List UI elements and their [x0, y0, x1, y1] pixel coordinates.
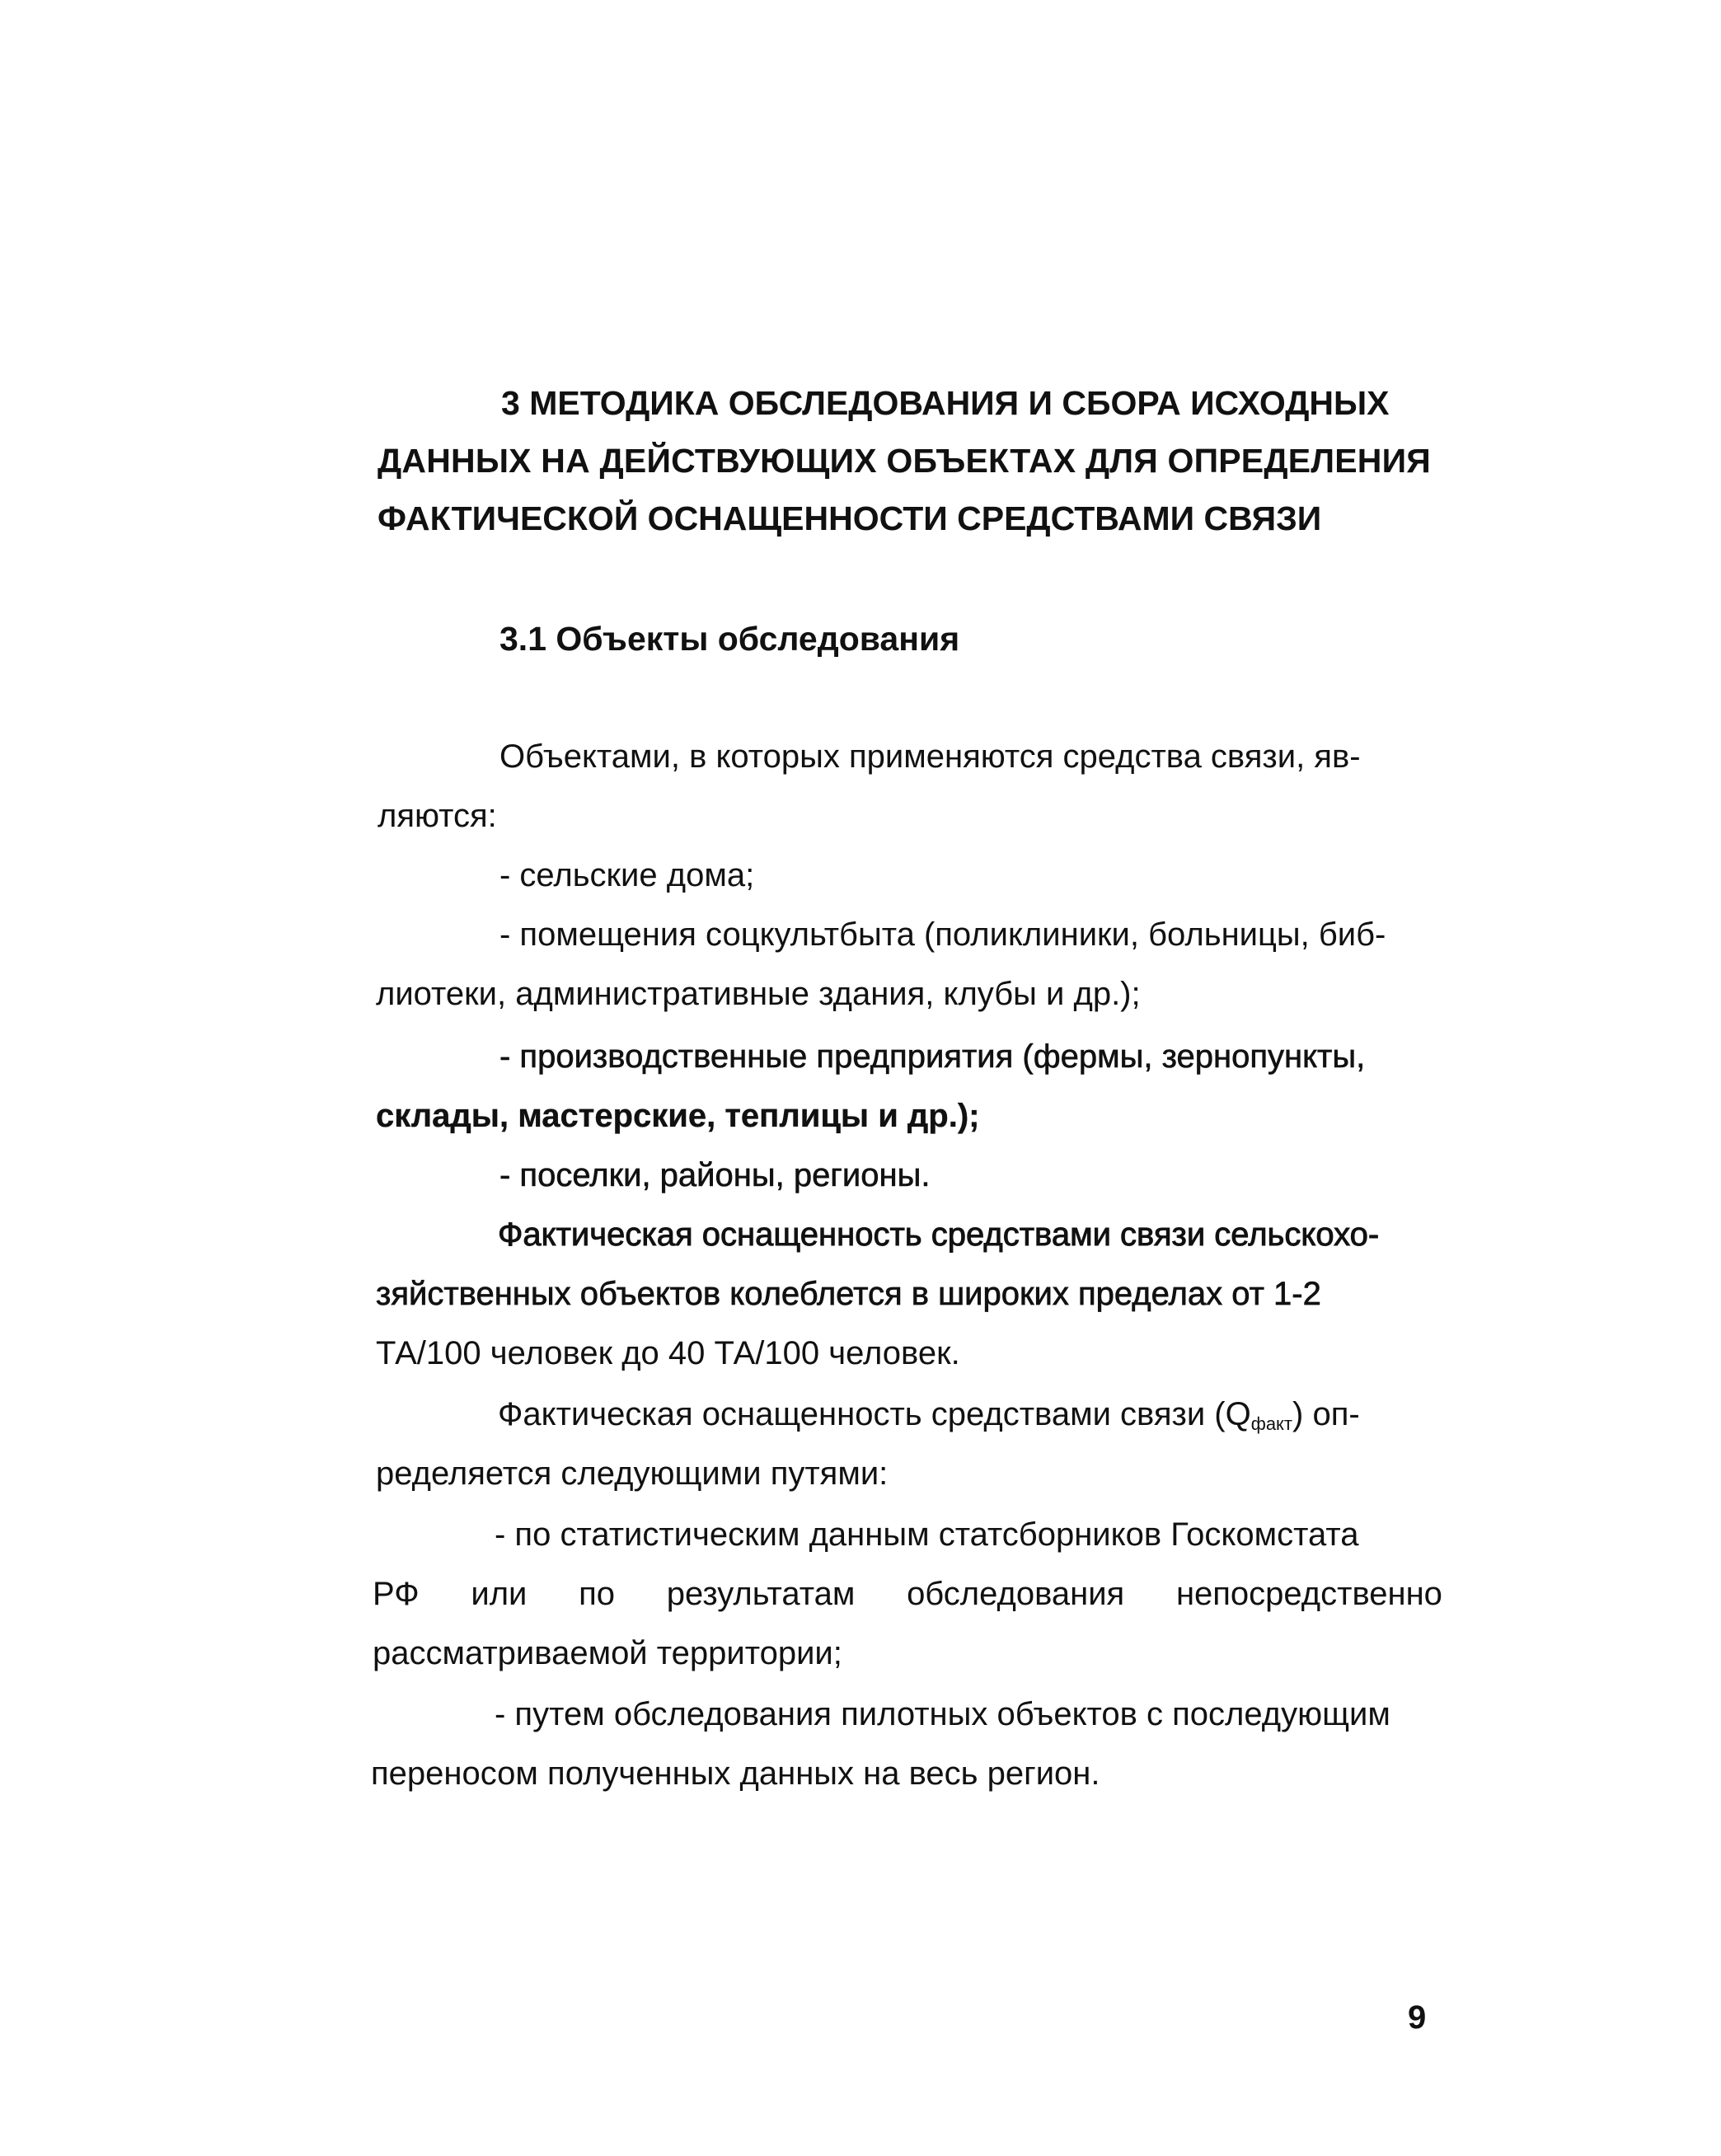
section-title-line-1: 3 МЕТОДИКА ОБСЛЕДОВАНИЯ И СБОРА ИСХОДНЫХ	[501, 384, 1390, 422]
paragraph-2-line-1: Фактическая оснащенность средствами связи сельскохо-	[498, 1216, 1380, 1253]
list-item-social-premises-line-1: - помещения соцкультбыта (поликлиники, больницы, биб-	[499, 916, 1386, 953]
list-item-production-line-2: склады, мастерские, теплицы и др.);	[376, 1098, 980, 1134]
way-1-line-1: - по статистическим данным статсборников Госкомстата	[495, 1516, 1359, 1553]
way-2-line-1: - путем обследования пилотных объектов с последующим	[495, 1696, 1390, 1732]
paragraph-3-text-b: ) оп-	[1292, 1396, 1360, 1432]
intro-line-2: ляются:	[377, 798, 497, 834]
section-title-line-2: ДАННЫХ НА ДЕЙСТВУЮЩИХ ОБЪЕКТАХ ДЛЯ ОПРЕДЕЛЕНИЯ	[377, 442, 1431, 480]
way-1-word-1: РФ	[373, 1576, 420, 1612]
list-item-settlements: - поселки, районы, регионы.	[499, 1157, 931, 1193]
paragraph-3-text-a: Фактическая оснащенность средствами связи (Q	[498, 1396, 1251, 1432]
way-1-word-2: или	[471, 1576, 528, 1612]
section-title-line-3: ФАКТИЧЕСКОЙ ОСНАЩЕННОСТИ СРЕДСТВАМИ СВЯЗИ	[377, 499, 1322, 537]
list-item-rural-houses: - сельские дома;	[499, 857, 755, 893]
subsection-title: 3.1 Объекты обследования	[499, 620, 960, 658]
way-1-word-3: по	[579, 1576, 616, 1612]
paragraph-2-line-2: зяйственных объектов колеблется в широких пределах от 1-2	[376, 1276, 1321, 1312]
page-number: 9	[1408, 1999, 1427, 2036]
way-1-line-3: рассматриваемой территории;	[373, 1635, 842, 1671]
intro-line-1: Объектами, в которых применяются средства связи, яв-	[499, 738, 1361, 775]
list-item-production-line-1: - производственные предприятия (фермы, зернопункты,	[499, 1038, 1366, 1075]
paragraph-3-line-2: ределяется следующими путями:	[376, 1455, 889, 1492]
way-1-word-5: обследования	[907, 1576, 1125, 1612]
way-1-word-6: непосредственно	[1175, 1576, 1442, 1612]
paragraph-2-line-3: ТА/100 человек до 40 ТА/100 человек.	[376, 1335, 960, 1371]
way-1-line-2	[373, 1576, 1442, 1613]
q-subscript: факт	[1250, 1413, 1293, 1434]
way-1-word-4: результатам	[666, 1576, 856, 1612]
list-item-social-premises-line-2: лиотеки, административные здания, клубы и др.);	[376, 976, 1141, 1012]
way-2-line-2: переносом полученных данных на весь регион.	[371, 1755, 1100, 1792]
paragraph-3-line-1	[498, 1396, 1360, 1435]
